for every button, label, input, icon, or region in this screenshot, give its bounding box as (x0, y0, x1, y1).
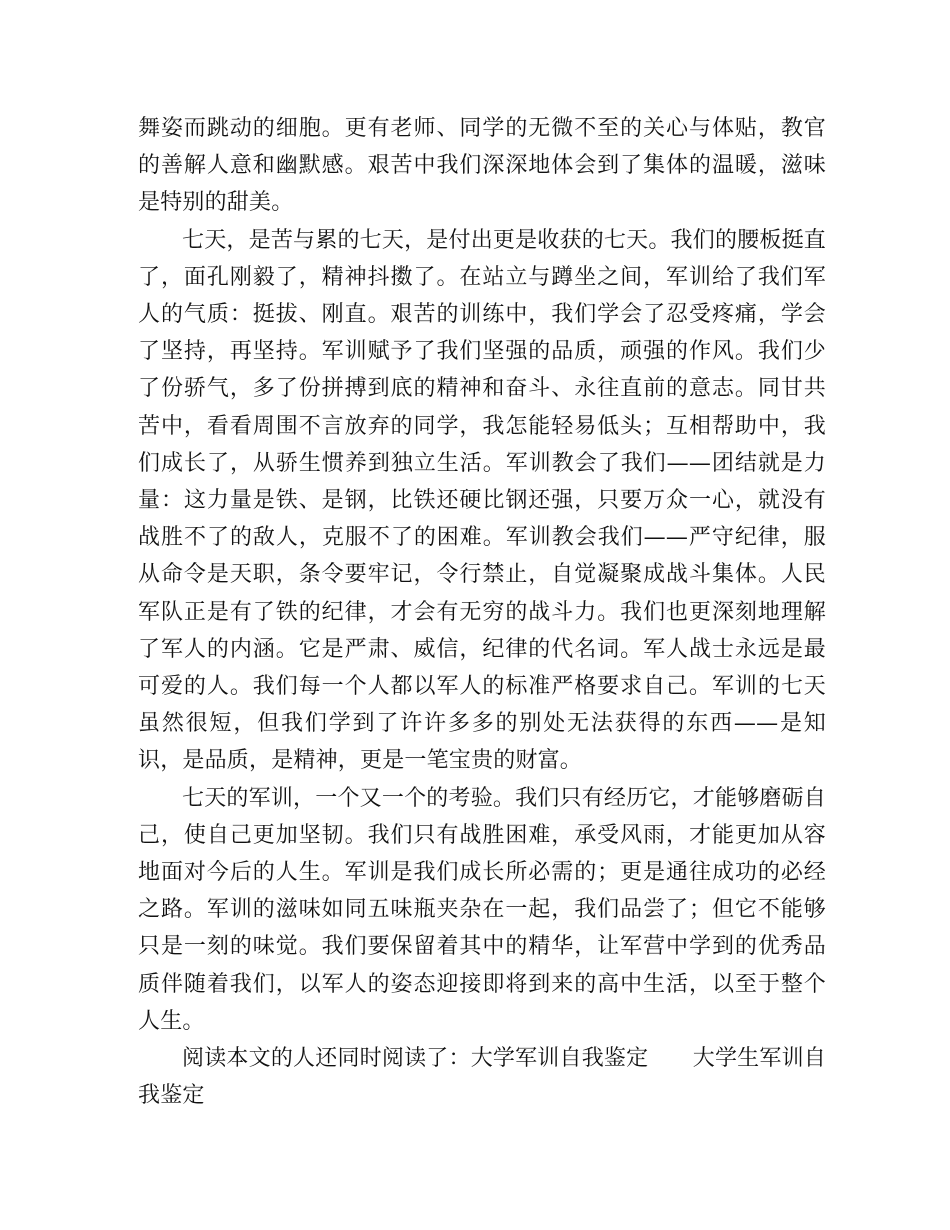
paragraph-3: 七天的军训，一个又一个的考验。我们只有经历它，才能够磨砺自己，使自己更加坚韧。我们只有战胜困难，承受风雨，才能更加从容地面对今后的人生。军训是我们成长所必需的；更是通往成功的必经之路。军训的滋味如同五味瓶夹杂在一起，我们品尝了；但它不能够只是一刻的味觉。我们要保留着其中的精华，让军营中学到的优秀品质伴随着我们，以军人的姿态迎接即将到来的高中生活，以至于整个人生。 (138, 785, 826, 1034)
document-body (138, 110, 826, 1114)
paragraph-1: 舞姿而跳动的细胞。更有老师、同学的无微不至的关心与体贴，教官的善解人意和幽默感。艰苦中我们深深地体会到了集体的温暖，滋味是特别的甜美。 (138, 116, 826, 216)
related-reading-line: 阅读本文的人还同时阅读了：大学军训自我鉴定 大学生军训自我鉴定 (138, 1046, 826, 1109)
paragraph-2: 七天，是苦与累的七天，是付出更是收获的七天。我们的腰板挺直了，面孔刚毅了，精神抖擞了。在站立与蹲坐之间，军训给了我们军人的气质：挺拔、刚直。艰苦的训练中，我们学会了忍受疼痛，学会了坚持，再坚持。军训赋予了我们坚强的品质，顽强的作风。我们少了份骄气，多了份拼搏到底的精神和奋斗、永往直前的意志。同甘共苦中，看看周围不言放弃的同学，我怎能轻易低头；互相帮助中，我们成长了，从骄生惯养到独立生活。军训教会了我们——团结就是力量：这力量是铁、是钢，比铁还硬比钢还强，只要万众一心，就没有战胜不了的敌人，克服不了的困难。军训教会我们——严守纪律，服从命令是天职，条令要牢记，令行禁止，自觉凝聚成战斗集体。人民军队正是有了铁的纪律，才会有无穷的战斗力。我们也更深刻地理解了军人的内涵。它是严肃、威信，纪律的代名词。军人战士永远是最可爱的人。我们每一个人都以军人的标准严格要求自己。军训的七天虽然很短，但我们学到了许许多多的别处无法获得的东西——是知识，是品质，是精神，更是一笔宝贵的财富。 (138, 227, 826, 774)
